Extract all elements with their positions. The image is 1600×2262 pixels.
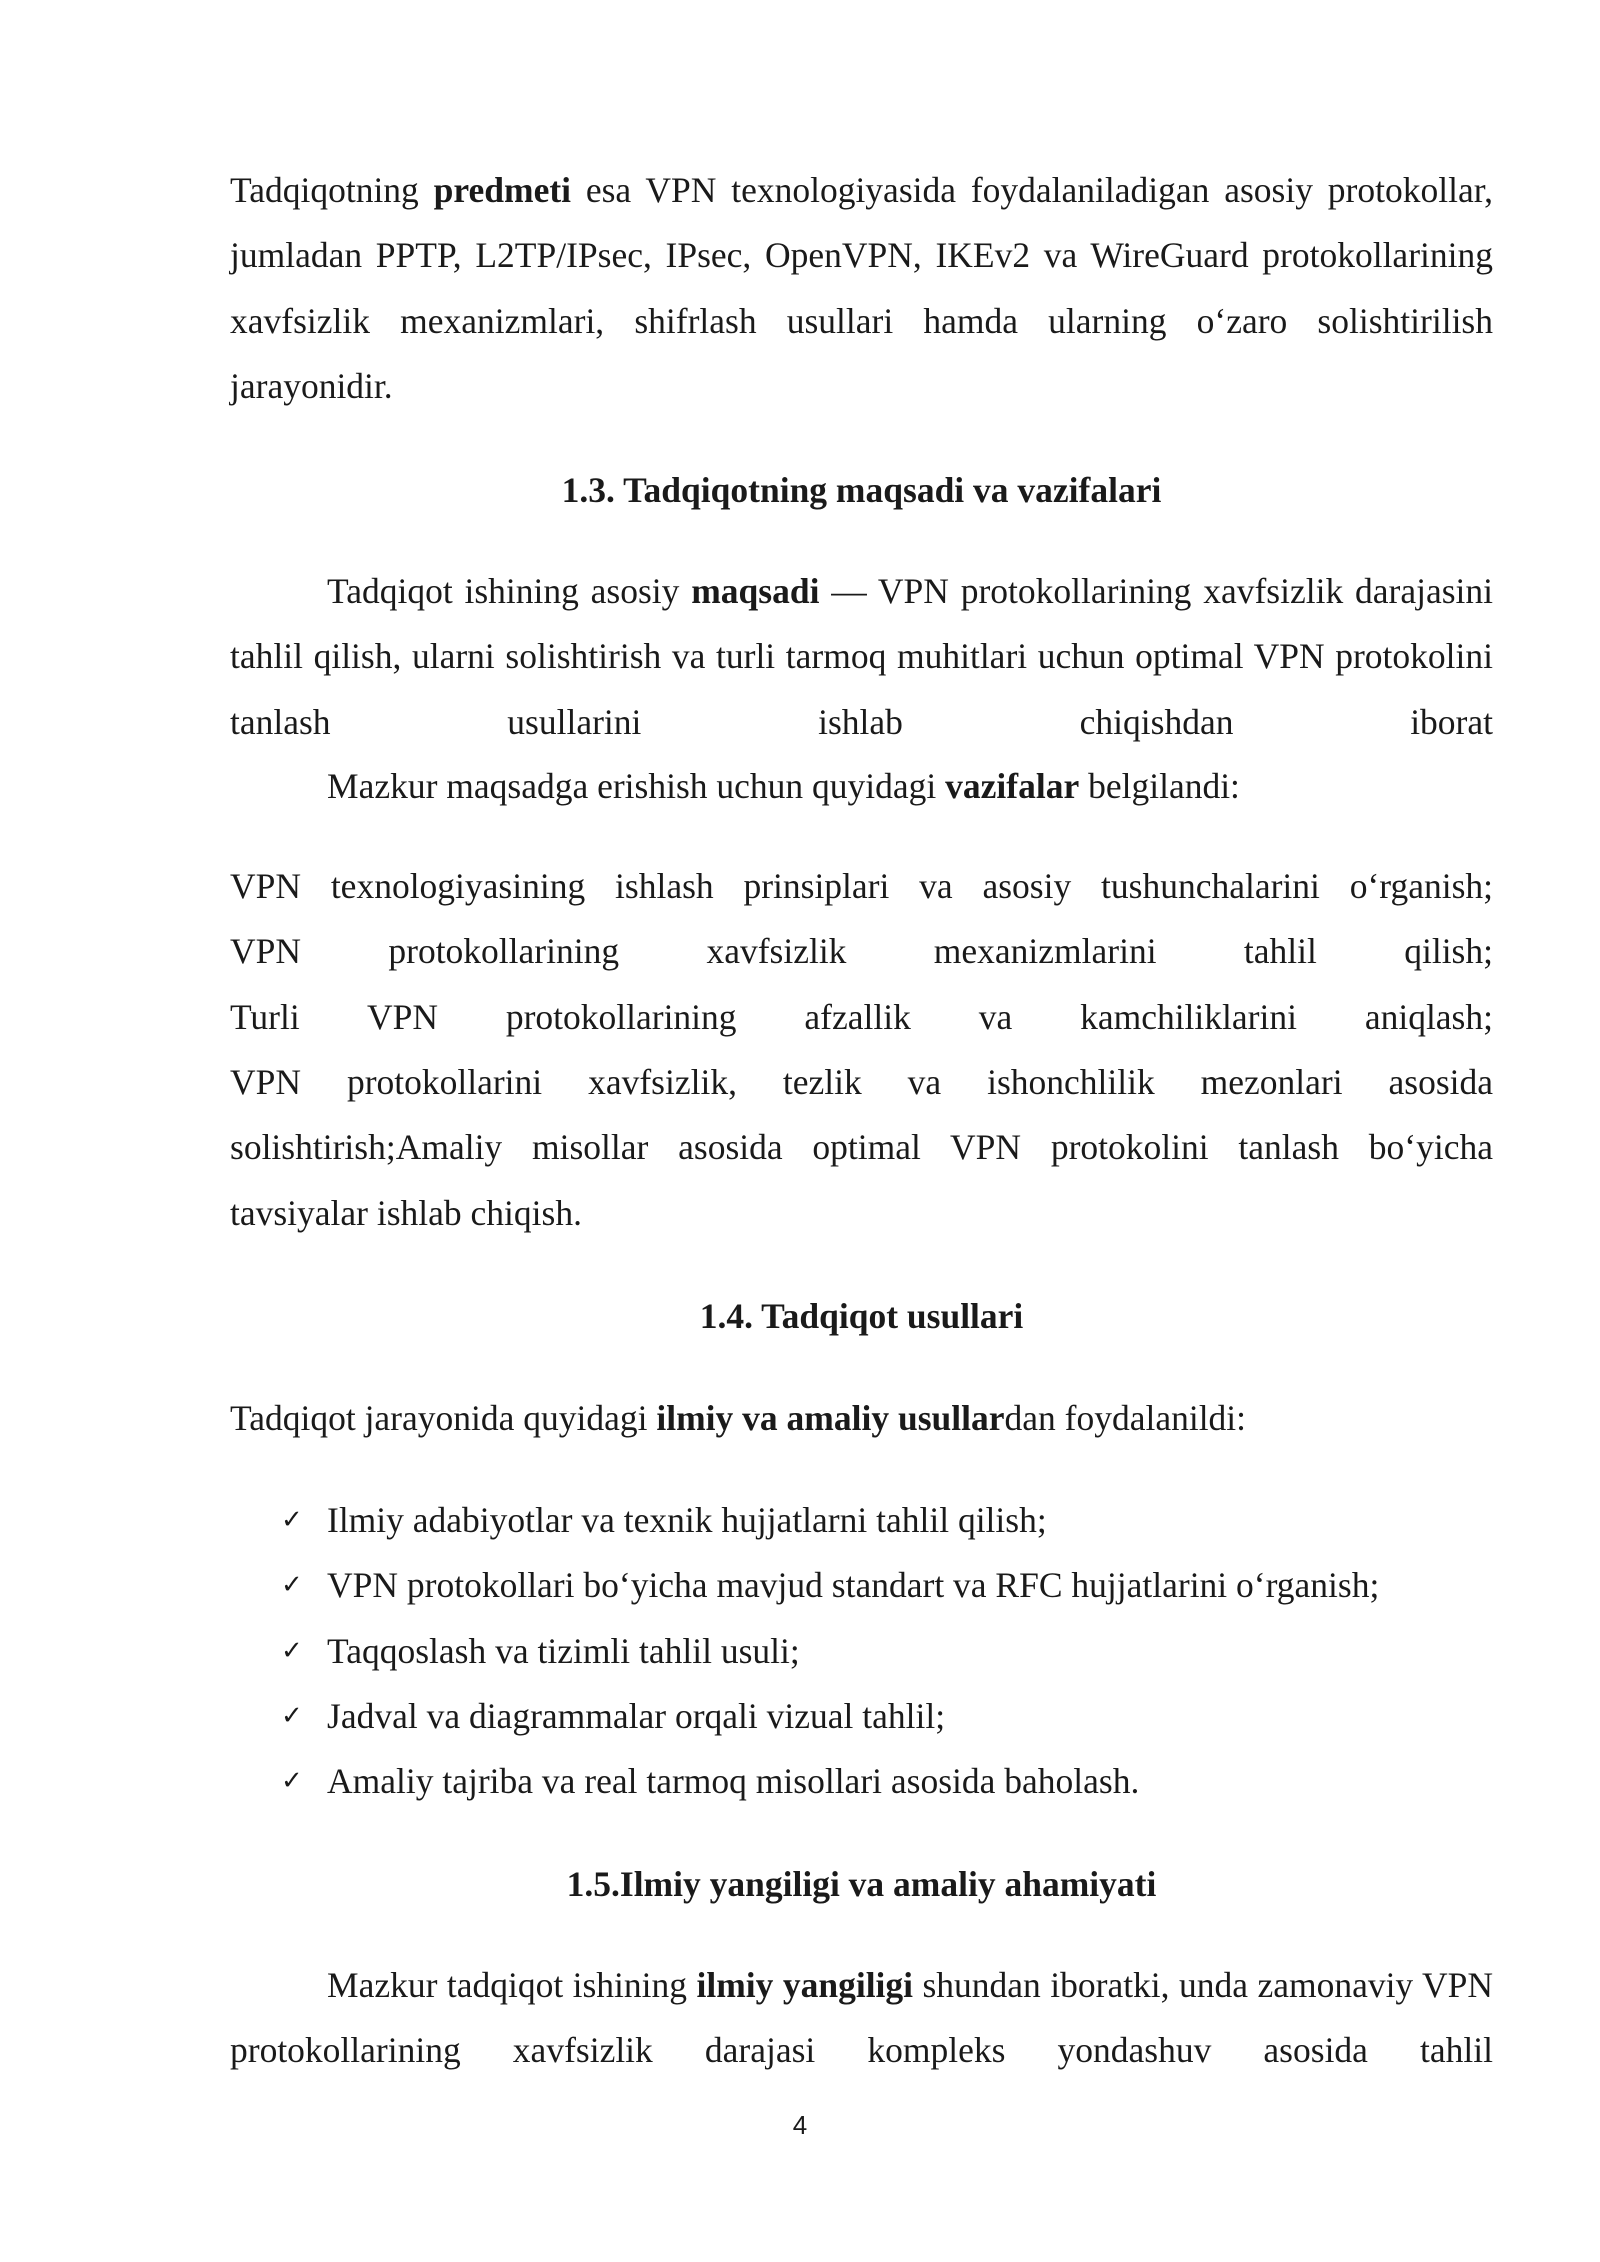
list-item bbox=[230, 1553, 1493, 1618]
paragraph-goal bbox=[230, 559, 1493, 755]
section-heading-1-5: 1.5.Ilmiy yangiligi va amaliy ahamiyati bbox=[566, 1864, 1157, 1904]
bold-term-ilmiy-yangiligi: ilmiy yangiligi bbox=[696, 1965, 914, 2005]
list-item bbox=[230, 1488, 1493, 1553]
checkmark-icon: ✓ bbox=[281, 1766, 303, 1797]
paragraph-novelty bbox=[230, 1953, 1493, 2084]
bold-term-vazifalar: vazifalar bbox=[945, 766, 1080, 806]
task-line-1: VPN texnologiyasining ishlash prinsiplari va asosiy tushunchalarini o‘rganish; bbox=[230, 866, 1493, 906]
paragraph-tasks-intro bbox=[230, 754, 1493, 819]
section-heading-1-4: 1.4. Tadqiqot usullari bbox=[699, 1296, 1024, 1336]
text-run: Tadqiqot jarayonida quyidagi bbox=[230, 1398, 657, 1438]
checkmark-icon: ✓ bbox=[281, 1505, 303, 1535]
text-run: Mazkur maqsadga erishish uchun quyidagi bbox=[327, 766, 946, 806]
checkmark-icon: ✓ bbox=[281, 1700, 303, 1731]
list-item bbox=[230, 1619, 1493, 1684]
text-run: Tadqiqot ishining asosiy bbox=[327, 571, 692, 611]
checkmark-icon: ✓ bbox=[281, 1570, 303, 1601]
list-item-text: VPN protokollari bo‘yicha mavjud standart va RFC hujjatlarini o‘rganish; bbox=[327, 1565, 1380, 1606]
methods-checklist bbox=[230, 1488, 1493, 1814]
text-run: Tadqiqotning bbox=[230, 170, 434, 210]
text-run: esa VPN texnologiyasida foydalaniladigan asosiy protokollar, jumladan PPTP, L2TP/IPsec, IPsec, OpenVPN, IKEv2 va WireGuard protokollarining xavfsizlik mexanizmlari, shifrlash usullari hamda ularning o‘zaro solishtirilish jarayonidir. bbox=[230, 170, 1493, 406]
paragraph-subject bbox=[230, 158, 1493, 419]
paragraph-methods-intro bbox=[230, 1386, 1493, 1451]
section-heading-1-3: 1.3. Tadqiqotning maqsadi va vazifalari bbox=[561, 470, 1162, 510]
list-item-text: Amaliy tajriba va real tarmoq misollari asosida baholash. bbox=[327, 1761, 1140, 1802]
list-item-text: Ilmiy adabiyotlar va texnik hujjatlarni tahlil qilish; bbox=[327, 1500, 1047, 1540]
task-line-3: Turli VPN protokollarining afzallik va kamchiliklarini aniqlash; bbox=[230, 997, 1493, 1037]
page-number: 4 bbox=[792, 2110, 808, 2140]
task-line-2: VPN protokollarining xavfsizlik mexanizmlarini tahlil qilish; bbox=[230, 931, 1493, 971]
bold-term-predmeti: predmeti bbox=[433, 170, 572, 210]
text-run: — VPN protokollarining xavfsizlik darajasini tahlil qilish, ularni solishtirish va turli tarmoq muhitlari uchun optimal VPN protokolini tanlash usullarini ishlab chiqishdan iborat bbox=[230, 571, 1494, 742]
text-run: Mazkur tadqiqot ishining bbox=[327, 1965, 697, 2005]
checkmark-icon: ✓ bbox=[281, 1635, 303, 1666]
bold-term-usullar: ilmiy va amaliy usullar bbox=[656, 1398, 1005, 1438]
task-line-4: VPN protokollarini xavfsizlik, tezlik va ishonchlilik mezonlari asosida solishtirish;Amaliy misollar asosida optimal VPN protokolini tanlash bo‘yicha tavsiyalar ishlab chiqish. bbox=[230, 1062, 1493, 1233]
list-item-text: Jadval va diagrammalar orqali vizual tahlil; bbox=[327, 1695, 946, 1736]
text-run: belgilandi: bbox=[1079, 766, 1240, 806]
text-run: shundan iboratki, unda zamonaviy VPN protokollarining xavfsizlik darajasi kompleks yondashuv asosida tahlil bbox=[230, 1965, 1494, 2071]
text-run: dan foydalanildi: bbox=[1004, 1398, 1247, 1438]
list-item-text: Taqqoslash va tizimli tahlil usuli; bbox=[327, 1630, 800, 1671]
list-item bbox=[230, 1684, 1493, 1749]
list-item bbox=[230, 1749, 1493, 1814]
bold-term-maqsadi: maqsadi bbox=[691, 571, 820, 611]
